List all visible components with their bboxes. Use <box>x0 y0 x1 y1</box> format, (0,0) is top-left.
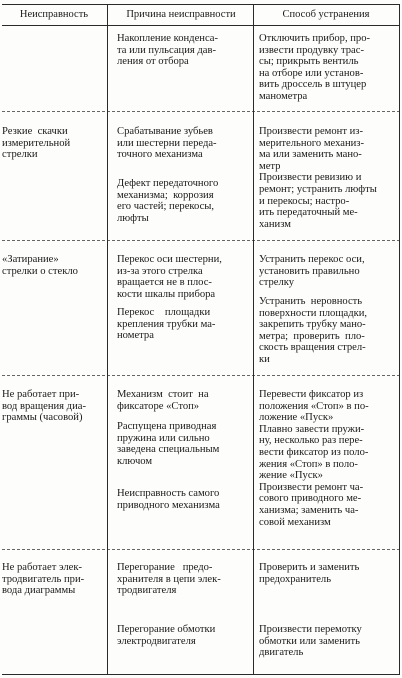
row-divider <box>2 240 400 241</box>
remedy-text: Проверить и заменить предохранитель <box>259 562 360 585</box>
fault-text: «Затирание» стрелки о стекло <box>2 254 78 277</box>
cause-text: Распущена приводная пружина или сильно заведена специальным ключом <box>117 421 220 467</box>
bottom-rule <box>2 674 400 675</box>
row-divider <box>2 549 400 550</box>
column-rule <box>399 4 400 674</box>
remedy-text: Произвести перемотку обмотки или заменить двигатель <box>259 624 362 659</box>
row-divider <box>2 375 400 376</box>
cause-text: Неисправность самого приводного механизма <box>117 488 220 511</box>
header-cause: Причина неисправности <box>126 9 236 20</box>
cause-text: Дефект передаточного механизма; коррозия его частей; перекосы, люфты <box>117 178 219 224</box>
column-rule <box>107 4 108 674</box>
cause-text: Перегорание обмотки электродвигателя <box>117 624 216 647</box>
cause-text: Механизм стоит на фиксаторе «Стоп» <box>117 389 209 412</box>
fault-text: Не работает элек- тродвигатель при- вода диаграммы <box>2 562 85 597</box>
cause-text: Накопление конденса- та или пульсация дав- ления от отбора <box>117 33 219 68</box>
top-rule <box>2 4 400 5</box>
remedy-text: Перевести фиксатор из положения «Стоп» в по- ложение «Пуск» Плавно завести пружи- ну, несколько раз пере- вести фиксатор из поло- жения «Стоп» в поло- жение «Пуск» Произвести ремонт ча- сового приводного ме- ханизма; заменить ча- совой механизм <box>259 389 369 528</box>
header-remedy: Способ устранения <box>282 9 370 20</box>
remedy-text: Устранить неровность поверхности площадки, закрепить трубку мано- метра; проверить пло- скость вращения стрел- ки <box>259 296 368 365</box>
fault-text: Резкие скачки измерительной стрелки <box>2 126 71 161</box>
remedy-text: Отключить прибор, про- извести продувку трас- сы; прикрыть вентиль на отборе или установ- вить дроссель в штуцер манометра <box>259 33 371 102</box>
header-rule <box>2 25 400 26</box>
cause-text: Перегорание предо- хранителя в цепи элек- тродвигателя <box>117 562 221 597</box>
fault-text: Не работает при- вод вращения диа- граммы (часовой) <box>2 389 86 424</box>
row-divider <box>2 111 400 112</box>
remedy-text: Произвести ремонт из- мерительного механиз- ма или заменить мано- метр Произвести ревизию и ремонт; устранить люфты и перекосы; настро- ить передаточный ме- ханизм <box>259 126 377 230</box>
cause-text: Перекос площадки крепления трубки ма- нометра <box>117 307 216 342</box>
column-rule <box>253 4 254 674</box>
cause-text: Срабатывание зубьев или шестерни переда- точного механизма <box>117 126 217 161</box>
remedy-text: Устранить перекос оси, установить правильно стрелку <box>259 254 365 289</box>
cause-text: Перекос оси шестерни, из-за этого стрелка вращается не в плос- кости шкалы прибора <box>117 254 222 300</box>
header-fault: Неисправность <box>19 9 89 20</box>
